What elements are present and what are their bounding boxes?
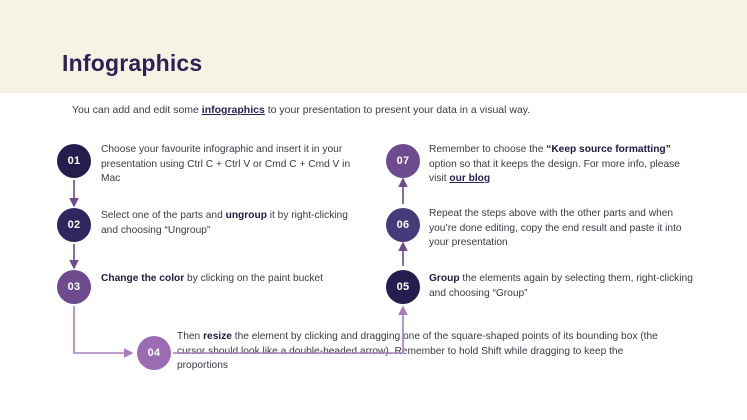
body-text: it by right-clicking and choosing “Ungroup”	[101, 210, 348, 236]
intro-after: to your presentation to present your data in a visual way.	[264, 104, 531, 116]
body-text: by clicking on the paint bucket	[184, 273, 323, 284]
step-node-02[interactable]: 02	[57, 208, 91, 242]
intro-before: You can add and edit some	[72, 104, 202, 116]
step-node-05[interactable]: 05	[386, 270, 420, 304]
body-text: the elements again by selecting them, right-clicking and choosing “Group”	[429, 273, 693, 299]
step-node-01[interactable]: 01	[57, 144, 91, 178]
step-node-06[interactable]: 06	[386, 208, 420, 242]
body-text: option so that it keeps the design. For more info, please visit	[429, 158, 680, 184]
body-text: Choose your favourite infographic and insert it in your presentation using Ctrl C + Ctrl V or Cmd C + Cmd V in Mac	[101, 144, 351, 184]
step-node-04[interactable]: 04	[137, 336, 171, 370]
emphasis-text: Change the color	[101, 273, 185, 284]
emphasis-text: resize	[203, 331, 232, 342]
body-text: Repeat the steps above with the other parts and when you’re done editing, copy the end result and paste it into your presentation	[429, 208, 682, 248]
emphasis-text: ungroup	[225, 210, 267, 221]
body-text: Then	[177, 331, 204, 342]
emphasis-text: Group	[429, 273, 460, 284]
body-text: Remember to choose the	[429, 144, 547, 155]
page-title: Infographics	[62, 50, 203, 76]
step-node-07[interactable]: 07	[386, 144, 420, 178]
step-node-03[interactable]: 03	[57, 270, 91, 304]
infographics-link[interactable]: infographics	[201, 104, 265, 116]
body-text: Select one of the parts and	[101, 210, 226, 221]
body-text: the element by clicking and dragging one of the square-shaped points of its bounding box (the cursor should look like a double-headed arrow). Remember to hold Shift while dragging to keep the proportions	[177, 331, 658, 371]
emphasis-text: “Keep source formatting”	[546, 144, 671, 155]
blog-link[interactable]: our blog	[449, 173, 491, 184]
